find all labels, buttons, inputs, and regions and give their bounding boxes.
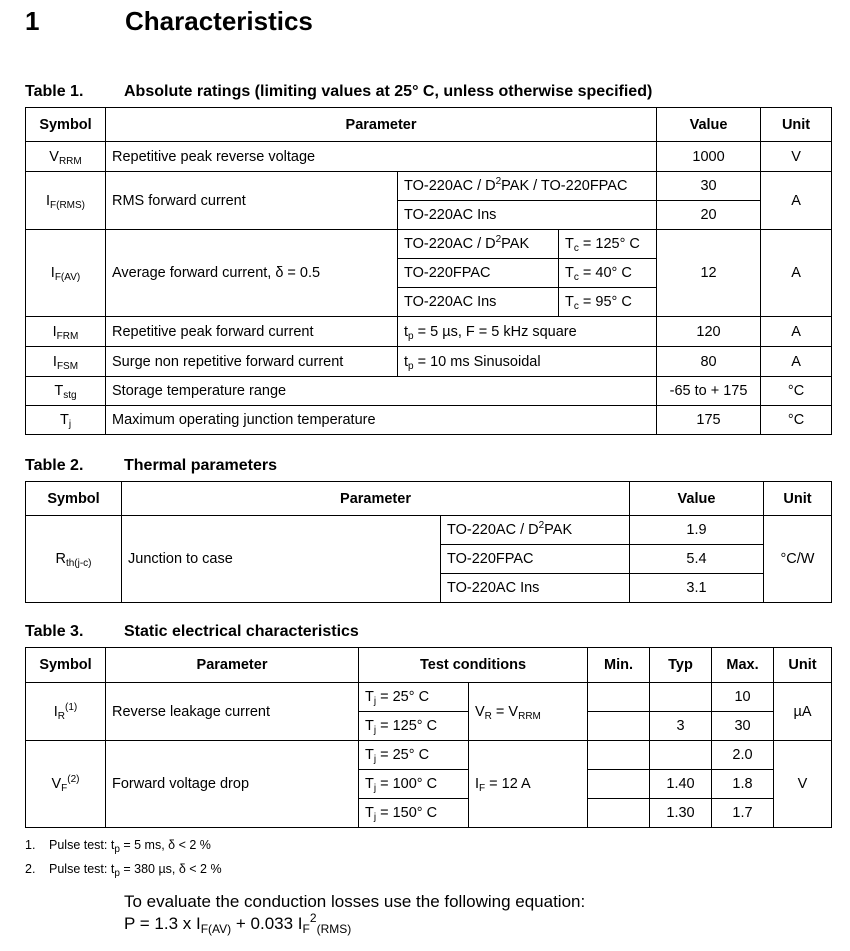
symbol-cell: $T_j$ bbox=[26, 406, 106, 435]
header-unit: Unit bbox=[774, 648, 832, 683]
header-typ: Typ bbox=[650, 648, 712, 683]
section-number: 1 bbox=[25, 6, 40, 36]
symbol-cell: $I_{FRM}$ bbox=[26, 317, 106, 347]
value-cell: 1000 bbox=[657, 142, 761, 172]
min-cell bbox=[588, 770, 650, 799]
typ-cell: 1.40 bbox=[650, 770, 712, 799]
symbol-cell: $V_{RRM}$ bbox=[26, 142, 106, 172]
static-electrical-table bbox=[25, 647, 832, 828]
header-symbol: Symbol bbox=[26, 482, 122, 516]
parameter-cell: Repetitive peak forward current bbox=[106, 317, 398, 347]
unit-cell: A bbox=[761, 230, 832, 317]
symbol-cell: $V_F^{(2)}$ bbox=[26, 741, 106, 828]
min-cell bbox=[588, 683, 650, 712]
max-cell: 2.0 bbox=[712, 741, 774, 770]
min-cell bbox=[588, 799, 650, 828]
parameter-cell: Storage temperature range bbox=[106, 377, 657, 406]
max-cell: 1.7 bbox=[712, 799, 774, 828]
bias-cell: $I_F = 12$ A bbox=[469, 741, 588, 828]
unit-cell: °C bbox=[761, 406, 832, 435]
max-cell: 30 bbox=[712, 712, 774, 741]
table-header-row bbox=[26, 482, 832, 516]
package-cell: TO-220FPAC bbox=[441, 545, 630, 574]
package-cell: $TO-220AC / D^2PAK$ / TO-220FPAC bbox=[398, 172, 657, 201]
table-row bbox=[26, 406, 832, 435]
value-cell: 5.4 bbox=[630, 545, 764, 574]
table-row bbox=[26, 230, 832, 259]
header-parameter: Parameter bbox=[106, 648, 359, 683]
package-cell: $TO-220AC / D^2PAK$ bbox=[441, 516, 630, 545]
value-cell: 80 bbox=[657, 347, 761, 377]
value-cell: 12 bbox=[657, 230, 761, 317]
case-temp-cell: $T_c = 125^\circ$ C bbox=[559, 230, 657, 259]
parameter-cell: Reverse leakage current bbox=[106, 683, 359, 741]
typ-cell bbox=[650, 683, 712, 712]
value-cell: 3.1 bbox=[630, 574, 764, 603]
header-symbol: Symbol bbox=[26, 108, 106, 142]
table2-title: Thermal parameters bbox=[124, 457, 277, 474]
condition-cell: $T_j = 100^\circ$ C bbox=[359, 770, 469, 799]
table1-number: Table 1. bbox=[25, 83, 84, 100]
footnote-1: 1. Pulse test: $t_p = 5$ ms, δ < 2 % bbox=[25, 838, 211, 855]
symbol-cell: $I_{F(AV)}$ bbox=[26, 230, 106, 317]
unit-cell: V bbox=[774, 741, 832, 828]
parameter-cell: Average forward current, δ = 0.5 bbox=[106, 230, 398, 317]
section-title: Characteristics bbox=[125, 6, 313, 36]
symbol-cell: $I_R^{(1)}$ bbox=[26, 683, 106, 741]
header-parameter: Parameter bbox=[106, 108, 657, 142]
case-temp-cell: $T_c = 95^\circ$ C bbox=[559, 288, 657, 317]
typ-cell: 1.30 bbox=[650, 799, 712, 828]
absolute-ratings-table bbox=[25, 107, 832, 435]
header-unit: Unit bbox=[764, 482, 832, 516]
value-cell: 120 bbox=[657, 317, 761, 347]
table-row bbox=[26, 516, 832, 545]
header-min: Min. bbox=[588, 648, 650, 683]
condition-cell: $T_j = 25^\circ$ C bbox=[359, 683, 469, 712]
condition-cell: $T_j = 125^\circ$ C bbox=[359, 712, 469, 741]
table1-title: Absolute ratings (limiting values at 25° C, unless otherwise specified) bbox=[124, 83, 653, 100]
package-cell: TO-220AC Ins bbox=[398, 288, 559, 317]
package-cell: TO-220AC Ins bbox=[441, 574, 630, 603]
parameter-cell: Forward voltage drop bbox=[106, 741, 359, 828]
header-test-conditions: Test conditions bbox=[359, 648, 588, 683]
table-row bbox=[26, 741, 832, 770]
table3-number: Table 3. bbox=[25, 623, 84, 640]
header-symbol: Symbol bbox=[26, 648, 106, 683]
symbol-cell: $T_{stg}$ bbox=[26, 377, 106, 406]
symbol-cell: $I_{F(RMS)}$ bbox=[26, 172, 106, 230]
bias-cell: $V_R = V_{RRM}$ bbox=[469, 683, 588, 741]
max-cell: 1.8 bbox=[712, 770, 774, 799]
value-cell: -65 to + 175 bbox=[657, 377, 761, 406]
table2-number: Table 2. bbox=[25, 457, 84, 474]
parameter-cell: Junction to case bbox=[122, 516, 441, 603]
package-cell: TO-220AC Ins bbox=[398, 201, 657, 230]
table3-title: Static electrical characteristics bbox=[124, 623, 359, 640]
symbol-cell: $I_{FSM}$ bbox=[26, 347, 106, 377]
unit-cell: A bbox=[761, 347, 832, 377]
unit-cell: A bbox=[761, 172, 832, 230]
min-cell bbox=[588, 712, 650, 741]
condition-cell: $t_p = 5$ µs, F = 5 kHz square bbox=[398, 317, 657, 347]
header-parameter: Parameter bbox=[122, 482, 630, 516]
unit-cell: °C bbox=[761, 377, 832, 406]
header-max: Max. bbox=[712, 648, 774, 683]
unit-cell: °C/W bbox=[764, 516, 832, 603]
value-cell: 30 bbox=[657, 172, 761, 201]
table-header-row bbox=[26, 648, 832, 683]
value-cell: 20 bbox=[657, 201, 761, 230]
unit-cell: V bbox=[761, 142, 832, 172]
parameter-cell: Maximum operating junction temperature bbox=[106, 406, 657, 435]
package-cell: $TO-220AC / D^2PAK$ bbox=[398, 230, 559, 259]
condition-cell: $t_p = 10$ ms Sinusoidal bbox=[398, 347, 657, 377]
typ-cell: 3 bbox=[650, 712, 712, 741]
footnote-2: 2. Pulse test: $t_p = 380$ µs, δ < 2 % bbox=[25, 862, 222, 879]
thermal-parameters-table bbox=[25, 481, 832, 603]
parameter-cell: Repetitive peak reverse voltage bbox=[106, 142, 657, 172]
equation-intro: To evaluate the conduction losses use the following equation: bbox=[124, 892, 586, 911]
min-cell bbox=[588, 741, 650, 770]
header-value: Value bbox=[630, 482, 764, 516]
value-cell: 1.9 bbox=[630, 516, 764, 545]
table-row bbox=[26, 377, 832, 406]
table-row bbox=[26, 683, 832, 712]
max-cell: 10 bbox=[712, 683, 774, 712]
table-row bbox=[26, 172, 832, 201]
value-cell: 175 bbox=[657, 406, 761, 435]
table-row bbox=[26, 142, 832, 172]
conduction-loss-equation: P = 1.3 x $I_{F(AV)} + 0.033$ $I_F^2_{(RMS)}$ bbox=[124, 911, 352, 936]
unit-cell: µA bbox=[774, 683, 832, 741]
typ-cell bbox=[650, 741, 712, 770]
unit-cell: A bbox=[761, 317, 832, 347]
table-row bbox=[26, 317, 832, 347]
table-header-row bbox=[26, 108, 832, 142]
header-value: Value bbox=[657, 108, 761, 142]
parameter-cell: RMS forward current bbox=[106, 172, 398, 230]
symbol-cell: $R_{th(j-c)}$ bbox=[26, 516, 122, 603]
condition-cell: $T_j = 25^\circ$ C bbox=[359, 741, 469, 770]
condition-cell: $T_j = 150^\circ$ C bbox=[359, 799, 469, 828]
header-unit: Unit bbox=[761, 108, 832, 142]
package-cell: TO-220FPAC bbox=[398, 259, 559, 288]
case-temp-cell: $T_c = 40^\circ$ C bbox=[559, 259, 657, 288]
table-row bbox=[26, 347, 832, 377]
parameter-cell: Surge non repetitive forward current bbox=[106, 347, 398, 377]
